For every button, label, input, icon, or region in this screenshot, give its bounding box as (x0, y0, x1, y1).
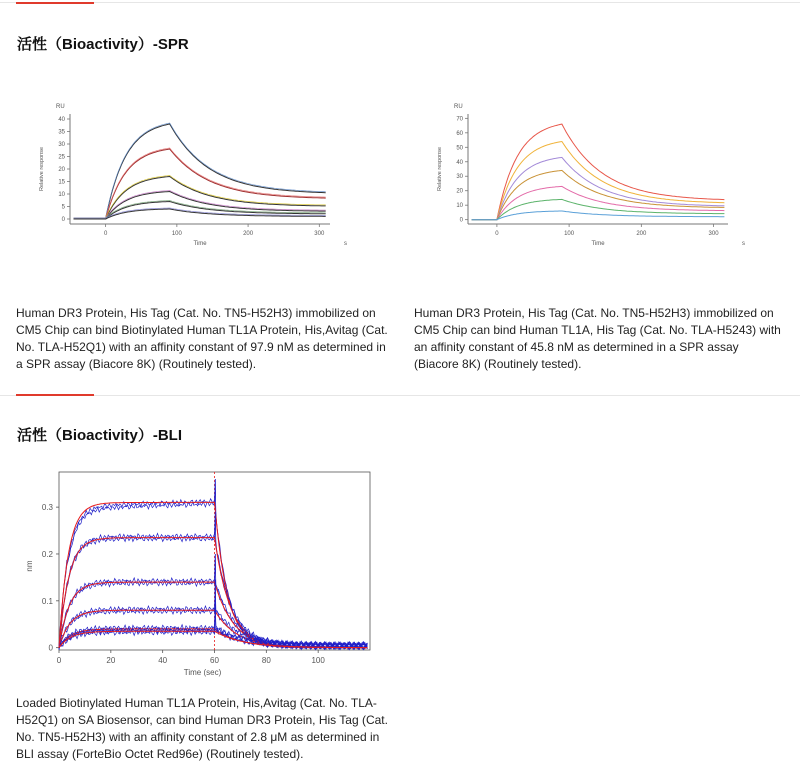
spr-caption-1: Human DR3 Protein, His Tag (Cat. No. TN5-H52H3) immobilized on CM5 Chip can bind Biotinylated Human TL1A Protein, His,Avitag (Cat. No. TLA-H52Q1) with an affinity constant of 97.9 nM as determined in a SPR assay (Biacore 8K) (Routinely tested). (16, 306, 388, 371)
x-tick-label: 20 (106, 656, 116, 665)
bli-data-trace-5 (59, 596, 367, 649)
x-unit-label: s (742, 241, 745, 247)
bli-caption: Loaded Biotinylated Human TL1A Protein, His,Avitag (Cat. No. TLA-H52Q1) on SA Biosensor, can bind Human DR3 Protein, His Tag (Cat. No. TN5-H52H3) with an affinity constant of 2.8 μM as determined in BLI assay (ForteBio Octet Red96e) (Routinely tested). (16, 696, 388, 761)
x-tick-label: 300 (314, 231, 325, 237)
x-axis-label: Time (193, 241, 207, 247)
y-tick-label: 30 (456, 174, 463, 181)
y-tick-label: 40 (456, 159, 463, 166)
y-tick-label: 10 (456, 203, 463, 210)
y-tick-label: 30 (58, 142, 65, 148)
bli-data-trace-4 (59, 580, 367, 650)
y-tick-label: 50 (456, 145, 463, 152)
y-axis-label: nm (25, 560, 34, 572)
spr-caption-2: Human DR3 Protein, His Tag (Cat. No. TN5-H52H3) immobilized on CM5 Chip can bind Human TL1A, His Tag (Cat. No. TLA-H5243) with an affinity constant of 45.8 nM as determined in a SPR assay (Biacore 8K) (Routinely tested). (414, 306, 781, 371)
bli-accent-bar (16, 394, 94, 396)
bli-data-trace-3 (59, 554, 367, 650)
y-tick-label: 0 (48, 643, 53, 653)
x-tick-label: 60 (210, 656, 219, 665)
sensorgram-line-7 (472, 211, 725, 220)
y-tick-label: 20 (58, 167, 65, 173)
x-unit-label: s (344, 241, 347, 247)
y-tick-label: 0 (459, 217, 463, 224)
unit-label: RU (454, 104, 463, 110)
x-tick-label: 100 (311, 656, 325, 665)
y-tick-label: 0.3 (41, 503, 53, 513)
unit-label: RU (56, 104, 65, 110)
x-tick-label: 300 (708, 231, 719, 237)
bli-data-trace-1 (59, 479, 367, 650)
x-tick-label: 200 (636, 231, 647, 237)
bli-section-title: 活性（Bioactivity）-BLI (17, 427, 183, 444)
bli-chart (22, 470, 377, 685)
x-tick-label: 0 (56, 656, 62, 665)
y-tick-label: 20 (456, 188, 463, 195)
x-axis-label: Time (591, 241, 605, 247)
y-tick-label: 60 (456, 130, 463, 137)
bli-data-trace-6 (59, 596, 367, 650)
sensorgram-line-4 (472, 170, 725, 219)
y-tick-label: 15 (58, 179, 65, 186)
bli-data-trace-5 (59, 596, 367, 649)
spr-section-title: 活性（Bioactivity）-SPR (17, 36, 189, 53)
y-tick-label: 10 (58, 192, 65, 198)
x-tick-label: 100 (564, 231, 575, 237)
sensorgram-line-1 (472, 124, 725, 220)
y-tick-label: 70 (456, 116, 463, 123)
y-tick-label: 0.2 (41, 549, 53, 559)
y-tick-label: 25 (58, 154, 65, 161)
bli-data-trace-3 (59, 554, 367, 650)
x-tick-label: 200 (243, 231, 254, 237)
top-divider (0, 2, 800, 3)
x-tick-label: 100 (171, 231, 182, 237)
x-axis-label: Time (sec) (183, 668, 222, 677)
y-axis-label: Relative response (39, 146, 45, 192)
y-axis-label: Relative response (437, 146, 443, 192)
y-tick-label: 35 (58, 129, 65, 136)
top-accent-bar (16, 2, 94, 4)
section-divider (0, 395, 800, 396)
spr-chart-2 (437, 100, 748, 250)
x-tick-label: 0 (495, 231, 499, 237)
bli-data-trace-4 (59, 580, 367, 650)
y-tick-label: 40 (58, 117, 65, 123)
y-tick-label: 0.1 (41, 596, 53, 606)
y-tick-label: 0 (61, 217, 65, 223)
y-tick-label: 5 (61, 204, 65, 211)
x-tick-label: 0 (103, 231, 108, 237)
bli-data-trace-6 (59, 596, 367, 649)
bli-fit-curve-3 (59, 582, 367, 648)
x-tick-label: 40 (158, 656, 168, 665)
spr-chart-1 (39, 100, 350, 250)
x-tick-label: 80 (261, 656, 271, 665)
bli-fit-curve-1 (59, 502, 367, 647)
